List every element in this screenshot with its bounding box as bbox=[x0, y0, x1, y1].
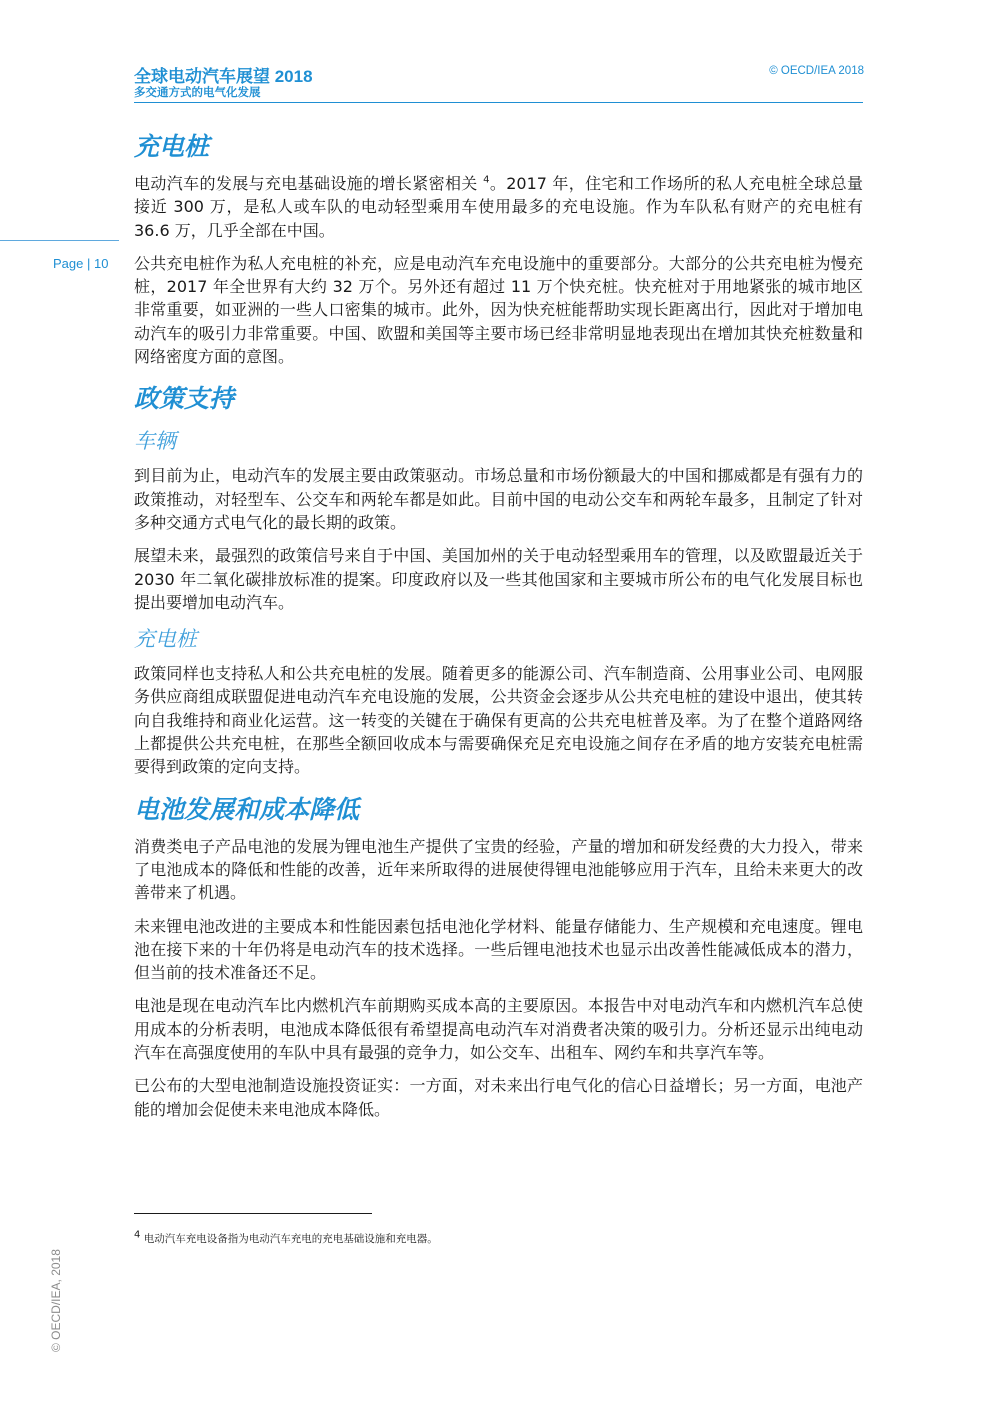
paragraph: 到目前为止，电动汽车的发展主要由政策驱动。市场总量和市场份额最大的中国和挪威都是有强有力的政策推动，对轻型车、公交车和两轮车都是如此。目前中国的电动公交车和两轮车最多，且制定了针对多种交通方式电气化的最长期的政策。 bbox=[134, 466, 863, 532]
footnote-number: 4 bbox=[134, 1229, 141, 1241]
section-heading-policy: 政策支持 bbox=[134, 384, 235, 414]
paragraph: 已公布的大型电池制造设施投资证实：一方面，对未来出行电气化的信心日益增长；另一方面，电池产能的增加会促使未来电池成本降低。 bbox=[134, 1076, 863, 1119]
side-copyright: © OECD/IEA, 2018 bbox=[49, 1249, 63, 1352]
header-copyright: © OECD/IEA 2018 bbox=[769, 65, 864, 77]
page-number-label: Page | 10 bbox=[53, 256, 109, 271]
paragraph: 政策同样也支持私人和公共充电桩的发展。随着更多的能源公司、汽车制造商、公用事业公司、电网服务供应商组成联盟促进电动汽车充电设施的发展，公共资金会逐步从公共充电桩的建设中退出，使其转向自我维持和商业化运营。这一转变的关键在于确保有更高的公共充电桩普及率。为了在整个道路网络上都提供公共充电桩，在那些全额回收成本与需要确保充足充电设施之间存在矛盾的地方安装充电桩需要得到政策的定向支持。 bbox=[134, 664, 863, 777]
footnote-reference[interactable]: 4 bbox=[483, 174, 490, 186]
footnote-text: 电动汽车充电设备指为电动汽车充电的充电基础设施和充电器。 bbox=[143, 1233, 438, 1245]
paragraph: 未来锂电池改进的主要成本和性能因素包括电池化学材料、能量存储能力、生产规模和充电速度。锂电池在接下来的十年仍将是电动汽车的技术选择。一些后锂电池技术也显示出改善性能减低成本的潜力，但当前的技术准备还不足。 bbox=[134, 916, 863, 983]
paragraph: 消费类电子产品电池的发展为锂电池生产提供了宝贵的经验，产量的增加和研发经费的大力投入，带来了电池成本的降低和性能的改善，近年来所取得的进展使得锂电池能够应用于汽车，且给未来更大的改善带来了机遇。 bbox=[134, 836, 863, 903]
header-subtitle: 多交通方式的电气化发展 bbox=[134, 85, 261, 99]
paragraph-text: 电动汽车的发展与充电基础设施的增长紧密相关 bbox=[134, 174, 478, 193]
paragraph bbox=[134, 172, 863, 242]
footnote-rule bbox=[134, 1213, 372, 1214]
section-heading-charging: 充电桩 bbox=[134, 132, 210, 161]
subsection-heading-vehicles: 车辆 bbox=[134, 429, 176, 454]
footnote bbox=[134, 1231, 438, 1246]
paragraph-text: 。2017 年，住宅和工作场所的私人充电桩全球总量接近 300 万，是私人或车队的电动轻型乘用车使用最多的充电设施。作为车队私有财产的充电桩有 36.6 万，几乎全部在中国。 bbox=[134, 174, 863, 240]
section-heading-battery: 电池发展和成本降低 bbox=[134, 794, 360, 824]
left-margin-rule bbox=[0, 240, 119, 241]
document-body bbox=[134, 130, 863, 1121]
paragraph: 公共充电桩作为私人充电桩的补充，应是电动汽车充电设施中的重要部分。大部分的公共充电桩为慢充桩，2017 年全世界有大约 32 万个。另外还有超过 11 万个快充桩。快充桩对于用地紧张的城市地区非常重要，如亚洲的一些人口密集的城市。此外，因为快充桩能帮助实现长距离出行，因此对于增加电动汽车的吸引力非常重要。中国、欧盟和美国等主要市场已经非常明显地表现出在增加其快充桩数量和网络密度方面的意图。 bbox=[134, 253, 863, 367]
subsection-heading-charging: 充电桩 bbox=[134, 627, 197, 652]
paragraph: 展望未来，最强烈的政策信号来自于中国、美国加州的关于电动轻型乘用车的管理，以及欧盟最近关于 2030 年二氧化碳排放标准的提案。印度政府以及一些其他国家和主要城市所公布的电气化发展目标也提出要增加电动汽车。 bbox=[134, 546, 863, 612]
paragraph: 电池是现在电动汽车比内燃机汽车前期购买成本高的主要原因。本报告中对电动汽车和内燃机汽车总使用成本的分析表明，电池成本降低很有希望提高电动汽车对消费者决策的吸引力。分析还显示出纯电动汽车在高强度使用的车队中具有最强的竞争力，如公交车、出租车、网约车和共享汽车等。 bbox=[134, 996, 863, 1063]
header-title: 全球电动汽车展望 2018 bbox=[134, 67, 313, 86]
header-rule bbox=[134, 102, 863, 103]
